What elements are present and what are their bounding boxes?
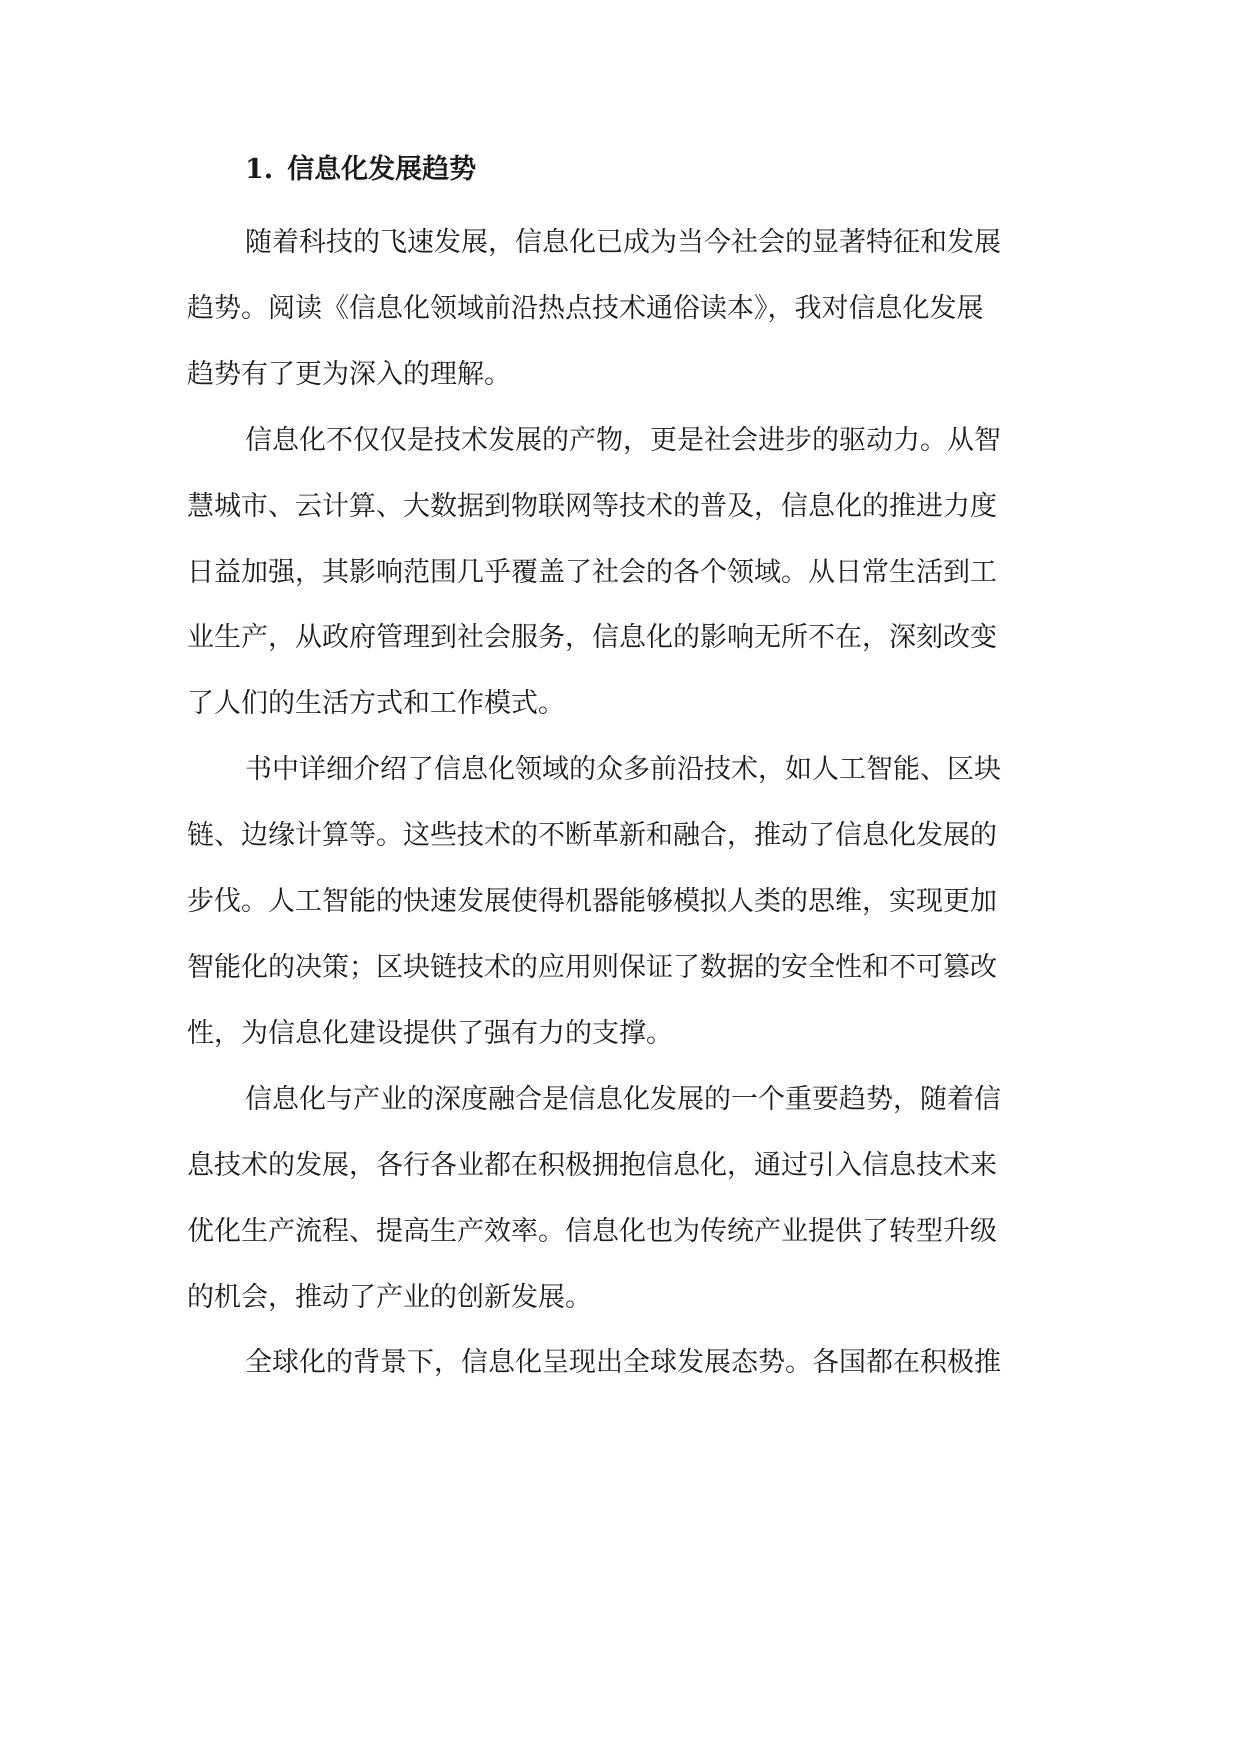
paragraph-4 bbox=[187, 1067, 1057, 1331]
text-line: 全球化的背景下，信息化呈现出全球发展态势。各国都在积极推 bbox=[245, 1347, 1001, 1379]
section-heading bbox=[245, 150, 476, 190]
text-line: 书中详细介绍了信息化领域的众多前沿技术，如人工智能、区块 bbox=[245, 754, 1001, 786]
text-line: 息技术的发展，各行各业都在积极拥抱信息化，通过引入信息技术来 bbox=[187, 1149, 997, 1181]
body-text bbox=[187, 210, 1057, 1396]
text-line: 智能化的决策；区块链技术的应用则保证了数据的安全性和不可篡改 bbox=[187, 951, 997, 983]
text-line: 了人们的生活方式和工作模式。 bbox=[187, 688, 565, 720]
text-line: 趋势有了更为深入的理解。 bbox=[187, 358, 511, 390]
paragraph-2 bbox=[187, 408, 1057, 738]
text-line: 优化生产流程、提高生产效率。信息化也为传统产业提供了转型升级 bbox=[187, 1215, 997, 1247]
section-title: 信息化发展趋势 bbox=[287, 154, 477, 185]
text-line: 随着科技的飞速发展，信息化已成为当今社会的显著特征和发展 bbox=[245, 227, 1001, 258]
text-line: 日益加强，其影响范围几乎覆盖了社会的各个领域。从日常生活到工 bbox=[187, 556, 997, 588]
paragraph-3 bbox=[187, 737, 1057, 1067]
paragraph-1 bbox=[187, 210, 1057, 408]
paragraph-5 bbox=[187, 1330, 1057, 1396]
text-line: 步伐。人工智能的快速发展使得机器能够模拟人类的思维，实现更加 bbox=[187, 886, 997, 918]
text-line: 信息化不仅仅是技术发展的产物，更是社会进步的驱动力。从智 bbox=[245, 424, 1001, 456]
text-line: 性，为信息化建设提供了强有力的支撑。 bbox=[187, 1017, 673, 1049]
text-line: 慧城市、云计算、大数据到物联网等技术的普及，信息化的推进力度 bbox=[187, 490, 997, 522]
text-line: 的机会，推动了产业的创新发展。 bbox=[187, 1281, 592, 1313]
text-line: 链、边缘计算等。这些技术的不断革新和融合，推动了信息化发展的 bbox=[187, 820, 997, 852]
text-line: 业生产，从政府管理到社会服务，信息化的影响无所不在，深刻改变 bbox=[187, 622, 997, 654]
text-line: 信息化与产业的深度融合是信息化发展的一个重要趋势，随着信 bbox=[245, 1083, 1001, 1115]
section-number: 1. bbox=[245, 154, 274, 185]
text-line: 趋势。阅读《信息化领域前沿热点技术通俗读本》，我对信息化发展 bbox=[187, 292, 984, 324]
